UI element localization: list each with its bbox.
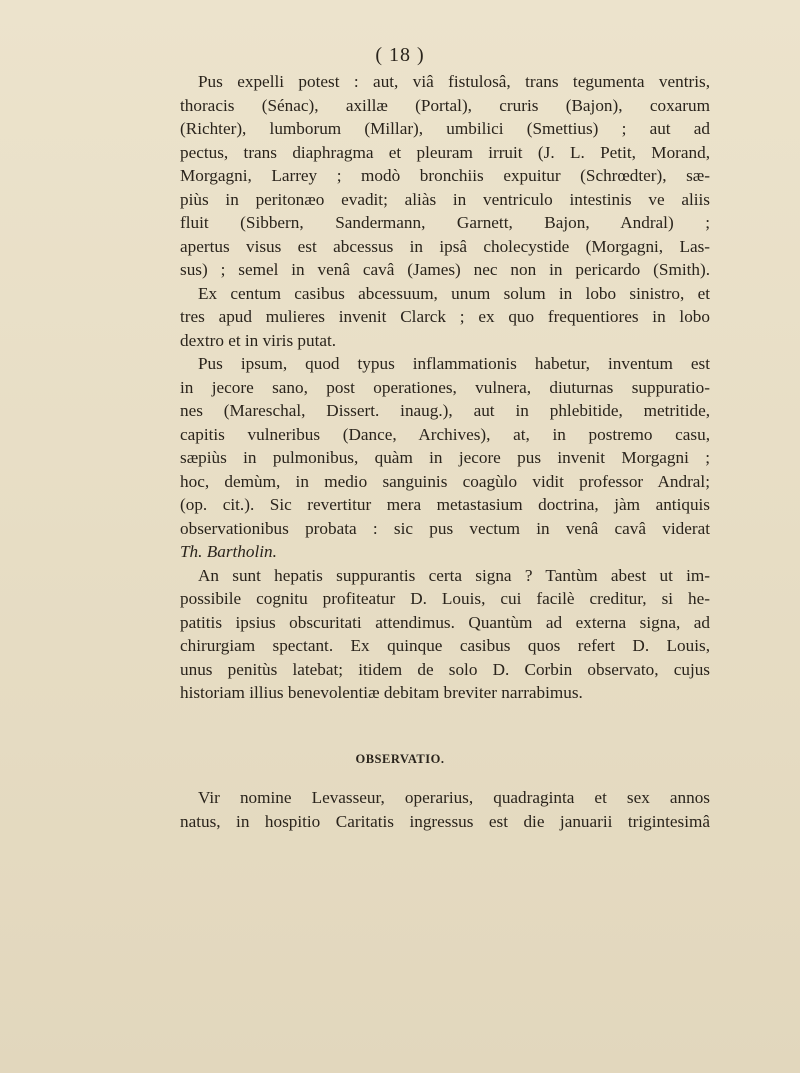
text-line: historiam illius benevolentiæ debitam breviter narrabimus.: [180, 683, 583, 702]
text-line: sus) ; semel in venâ cavâ (James) nec non in pericardo (Smith).: [180, 260, 710, 279]
text-line: capitis vulneribus (Dance, Archives), at, in postremo casu,: [180, 424, 710, 444]
text-line: pectus, trans diaphragma et pleuram irruit (J. L. Petit, Morand,: [180, 142, 710, 162]
text-line: dextro et in viris putat.: [180, 330, 337, 350]
text-line: sæpiùs in pulmonibus, quàm in jecore pus invenit Morgagni ;: [180, 448, 710, 467]
text-line: observationibus probata : sic pus vectum in venâ cavâ viderat: [180, 518, 710, 538]
text-line: hoc, demùm, in medio sanguinis coagùlo vidit professor Andral;: [180, 471, 710, 491]
text-line: chirurgiam spectant. Ex quinque casibus quos refert D. Louis,: [180, 636, 710, 655]
text-line: (Richter), lumborum (Millar), umbilici (Smettius) ; aut ad: [180, 119, 710, 138]
text-line: Ex centum casibus abcessuum, unum solum in lobo sinistro, et: [198, 283, 710, 303]
body-text: [180, 70, 710, 705]
text-line: Th. Bartholin.: [180, 542, 277, 561]
text-line: patitis ipsius obscuritati attendimus. Quantùm ad externa signa, ad: [180, 612, 710, 632]
text-line: (op. cit.). Sic revertitur mera metastasium doctrina, jàm antiquis: [180, 495, 710, 514]
text-line: Morgagni, Larrey ; modò bronchiis expuitur (Schrœdter), sæ-: [180, 166, 710, 185]
text-line: natus, in hospitio Caritatis ingressus est die januarii trigintesimâ: [180, 811, 710, 831]
text-line: in jecore sano, post operationes, vulnera, diuturnas suppuratio-: [180, 377, 710, 397]
page-number: ( 18 ): [375, 44, 425, 66]
text-line: An sunt hepatis suppurantis certa signa ? Tantùm abest ut im-: [198, 565, 710, 585]
text-line: apertus visus est abcessus in ipsâ cholecystide (Morgagni, Las-: [180, 236, 710, 256]
text-line: unus penitùs latebat; itidem de solo D. Corbin observato, cujus: [180, 659, 710, 679]
text-line: fluit (Sibbern, Sandermann, Garnett, Bajon, Andral) ;: [180, 213, 710, 232]
text-line: Pus ipsum, quod typus inflammationis habetur, inventum est: [198, 354, 710, 373]
text-line: Pus expelli potest : aut, viâ fistulosâ, trans tegumenta ventris,: [198, 72, 710, 91]
text-line: Vir nomine Levasseur, operarius, quadraginta et sex annos: [198, 788, 710, 807]
text-line: tres apud mulieres invenit Clarck ; ex quo frequentiores in lobo: [180, 307, 710, 326]
text-line: possibile cognitu profiteatur D. Louis, cui facilè creditur, si he-: [180, 589, 710, 608]
text-line: nes (Mareschal, Dissert. inaug.), aut in phlebitide, metritide,: [180, 401, 710, 420]
text-line: thoracis (Sénac), axillæ (Portal), cruris (Bajon), coxarum: [180, 95, 710, 115]
text-line: piùs in peritonæo evadit; aliàs in ventriculo intestinis ve aliis: [180, 189, 710, 209]
section-heading: OBSERVATIO.: [355, 752, 445, 766]
body-text-observatio: [180, 786, 710, 833]
